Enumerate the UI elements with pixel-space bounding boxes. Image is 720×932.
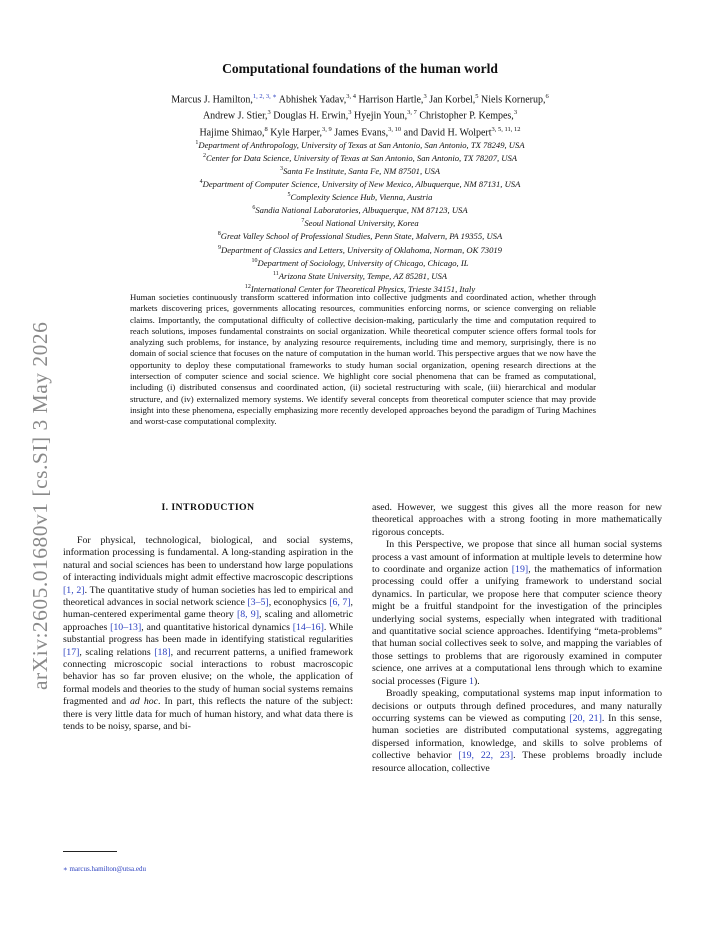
affiliation-number: 8	[217, 231, 221, 238]
intro-paragraph-2	[372, 539, 662, 688]
affiliation-text: Department of Sociology, University of Chicago, Chicago, IL	[257, 257, 469, 268]
author-name: Harrison Hartle,	[355, 94, 424, 106]
affiliation-text: Department of Classics and Letters, University of Oklahoma, Norman, OK 73019	[221, 244, 502, 255]
citation-link[interactable]: [10–13]	[110, 621, 142, 633]
body-text: ased. However, we suggest this gives all the more reason for new theoretical approaches with a strong footing in more mathematically rigorous concepts.	[372, 502, 662, 538]
author-name: James Evans,	[331, 126, 389, 138]
intro-paragraph-3	[372, 688, 662, 775]
body-text: , scaling and allometric approaches	[63, 609, 354, 633]
intro-paragraph-1	[63, 535, 353, 734]
author-name: Andrew J. Stier,	[202, 110, 268, 122]
affiliation-line	[90, 164, 630, 177]
author-name: and David H. Wolpert	[401, 126, 492, 138]
citation-link[interactable]: [18]	[154, 646, 171, 658]
author-affiliation-marks: 3	[423, 93, 427, 100]
emphasis-text: ad hoc	[130, 696, 159, 708]
affiliation-text: Department of Anthropology, University of Texas at San Antonio, San Antonio, TX 78249, USA	[198, 139, 525, 150]
arxiv-sidebar	[8, 250, 52, 690]
body-text: . While substantial progress has been made in identifying statistical regularities	[63, 621, 354, 646]
author-name: Jan Korbel,	[426, 94, 476, 106]
affiliation-line	[90, 216, 630, 229]
paper-title: Computational foundations of the human world	[222, 61, 498, 76]
affiliation-line	[90, 190, 630, 203]
affiliation-line	[90, 177, 630, 190]
author-affiliation-marks: 3	[348, 109, 352, 117]
author-name: Christopher P. Kempes,	[416, 110, 514, 122]
author-line-3	[90, 123, 630, 139]
body-text: . In part, this reflects the nature of the subject: there is very little data for much of human history, and what data there is tends to be noisy, sparse, and bi-	[63, 696, 353, 733]
body-text: Broadly speaking, computational systems map input information to decisions or outputs through defined procedures, and many naturally occurring systems can be viewed as computing	[372, 688, 662, 724]
affiliation-text: Center for Data Science, University of Texas at San Antonio, San Antonio, TX 78207, USA	[205, 152, 518, 163]
body-text: . The quantitative study of human societies has led to empirical and theoretical advances in social network science	[63, 584, 354, 609]
footnote	[63, 865, 146, 873]
affiliation-number: 5	[287, 192, 291, 199]
footnote-email-link[interactable]: marcus.hamilton@utsa.edu	[69, 865, 146, 873]
footnote-marker: ∗	[63, 865, 68, 873]
author-line-1	[90, 90, 630, 106]
citation-link[interactable]: [6, 7]	[329, 597, 351, 609]
affiliation-number: 2	[202, 153, 206, 160]
citation-link[interactable]: [1, 2]	[63, 584, 85, 596]
right-column	[372, 502, 662, 775]
body-text: For physical, technological, biological, and social systems, information processing is fundamental. A long-standing aspiration in the natural and social sciences has been to understand how large populations of interacting individuals might admit effective macroscopic descriptions	[63, 535, 353, 584]
body-text: . In this sense, human societies are distributed computational systems, aggregating dispersed information, knowledge, and skills to solve problems of collective behavior	[372, 712, 662, 762]
body-text: , human-centered experimental game theory	[63, 597, 354, 621]
affiliation-text: International Center for Theoretical Physics, Trieste 34151, Italy	[250, 283, 476, 294]
section-heading-introduction: I. INTRODUCTION	[161, 502, 255, 513]
author-name: Abhishek Yadav,	[276, 94, 347, 106]
affiliation-number: 6	[252, 205, 256, 212]
author-affiliation-marks: 5	[475, 93, 479, 100]
author-line-2	[90, 106, 630, 122]
body-text: , econophysics	[268, 597, 330, 609]
affiliation-number: 4	[199, 179, 203, 186]
author-name: Douglas H. Erwin,	[270, 110, 349, 122]
affiliation-number: 3	[279, 166, 283, 173]
affiliation-number: 12	[244, 283, 251, 290]
affiliation-number: 10	[251, 257, 258, 264]
body-text: In this Perspective, we propose that since all human social systems process a vast amount of information at multiple levels to determine how to coordinate and organize action	[372, 539, 662, 576]
body-text: . These problems broadly include resource allocation, collective	[372, 750, 662, 774]
affiliation-number: 11	[272, 270, 279, 277]
citation-link[interactable]: [17]	[63, 646, 80, 658]
citation-link[interactable]: 1	[469, 675, 474, 687]
author-affiliation-marks: 3, 10	[388, 125, 402, 133]
citation-link[interactable]: [14–16]	[292, 621, 324, 633]
affiliation-list	[90, 138, 630, 295]
affiliation-text: Santa Fe Institute, Santa Fe, NM 87501, USA	[282, 165, 441, 176]
affiliation-text: Sandia National Laboratories, Albuquerque, NM 87123, USA	[255, 205, 468, 216]
citation-link[interactable]: [8, 9]	[236, 609, 260, 621]
footnote-divider	[63, 851, 117, 852]
author-affiliation-marks: 1, 2, 3, ∗	[252, 93, 277, 100]
author-affiliation-marks: 3	[513, 109, 518, 117]
body-text: , scaling relations	[79, 646, 155, 658]
author-name: Niels Kornerup,	[478, 94, 546, 106]
citation-link[interactable]: [3–5]	[247, 597, 269, 609]
author-affiliation-marks: 3, 7	[407, 109, 417, 117]
affiliation-text: Arizona State University, Tempe, AZ 85281, USA	[278, 270, 448, 281]
author-name: Kyle Harper,	[267, 126, 322, 138]
affiliation-text: Seoul National University, Korea	[304, 218, 419, 229]
affiliation-number: 1	[195, 140, 199, 146]
body-text: , and recurrent patterns, a unified framework connecting microscopic social interactions to robust macroscopic behavior has so far proven elusive; on the whole, the application of formal models and theories to the study of human social systems remains fragmented and	[63, 646, 354, 708]
affiliation-line	[90, 269, 630, 282]
affiliation-text: Great Valley School of Professional Studies, Penn State, Malvern, PA 19355, USA	[220, 231, 503, 242]
abstract: Human societies continuously transform scattered information into collective judgments and coordinated action, whether through markets discovering prices, governments allocating resources, communities enforcing norms, or science converging on reliable claims. Importantly, the computational difficulty of collective decision-making, particularly the time and computation required to reach solutions, imposes fundamental constraints on social organization. While theoretical computer science offers formal tools for analyzing such problems, for instance, by analyzing resource requirements, including time and memory, surprisingly, there is no domain of social science that focuses on the nature of computation in the human world. This perspective argues that we now have the opportunity to deploy these computational frameworks to study human social organization, opening research directions at the intersection of computer science and social science. We highlight core social phenomena that can be framed as computational, including (i) distributed consensus and coordinated action, (ii) societal restructuring with scale, (iii) hierarchical and modular structure, and (iv) externalized memory systems. We identify several concepts from theoretical computer science that may provide insight into these phenomena, especially emphasizing more recently developed approaches beyond the paradigm of Turing Machines and worst-case computational complexity.	[130, 292, 596, 427]
citation-link[interactable]: [19, 22, 23]	[458, 750, 514, 762]
author-affiliation-marks: 3, 4	[346, 93, 356, 100]
citation-link[interactable]: [20, 21]	[569, 712, 602, 724]
affiliation-line	[90, 151, 630, 164]
affiliation-line	[90, 243, 630, 256]
author-affiliation-marks: 3, 5, 11, 12	[491, 125, 521, 133]
body-text: ).	[473, 675, 480, 687]
affiliation-number: 9	[218, 244, 222, 251]
body-text: , and quantitative historical dynamics	[141, 621, 293, 633]
author-affiliation-marks: 6	[545, 93, 549, 100]
author-list	[90, 90, 630, 139]
author-name: Hyejin Youn,	[351, 110, 408, 122]
intro-paragraph-continued	[372, 502, 662, 539]
affiliation-text: Complexity Science Hub, Vienna, Austria	[290, 192, 433, 203]
affiliation-line	[90, 138, 630, 151]
affiliation-line	[90, 203, 630, 216]
affiliation-line	[90, 229, 630, 242]
affiliation-number: 7	[301, 218, 305, 225]
author-name: Marcus J. Hamilton,	[171, 94, 253, 106]
affiliation-text: Department of Computer Science, University of New Mexico, Albuquerque, NM 87131, USA	[202, 179, 521, 190]
citation-link[interactable]: [19]	[511, 564, 529, 576]
author-affiliation-marks: 3, 9	[322, 125, 332, 133]
affiliation-line	[90, 256, 630, 269]
left-column	[63, 535, 353, 734]
arxiv-identifier: arXiv:2605.01680v1 [cs.SI] 3 May 2026	[28, 321, 52, 690]
author-name: Hajime Shimao,	[199, 126, 265, 138]
author-affiliation-marks: 8	[264, 125, 268, 133]
body-text: , the mathematics of information processing could offer a unifying framework to understand social dynamics. In particular, we propose here that computer science theory might be a fruitful standpoint for the investigation of the principles underlying social systems, especially when integrated with traditional and quantitative social science approaches. Identifying “meta-problems” that human social collectives seek to solve, and mapping the variables of those settings to problems that are rigorously examined in computer science, one arrives at a computational lens through which to examine social processes (Figure	[372, 564, 662, 687]
author-affiliation-marks: 3	[267, 109, 271, 117]
